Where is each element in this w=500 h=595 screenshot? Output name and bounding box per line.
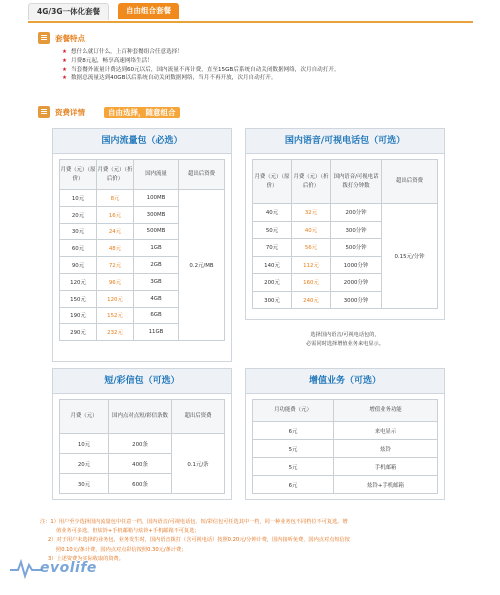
cell-price: 120元 [60, 273, 97, 290]
table-row [253, 476, 438, 494]
cell-discount-price: 40元 [292, 221, 331, 239]
cell-discount-price: 160元 [292, 274, 331, 292]
column-header: 超出后资费 [382, 160, 438, 204]
cell-quota: 500MB [134, 223, 179, 240]
evolife-watermark [10, 556, 98, 582]
column-header: 国内流量 [134, 160, 179, 190]
cell-price: 5元 [253, 440, 334, 458]
cell-price: 150元 [60, 290, 97, 307]
tariff-highlight: 自由选择，随意组合 [104, 107, 180, 118]
cell-price: 6元 [253, 422, 334, 440]
cell-price: 60元 [60, 240, 97, 257]
heartbeat-icon [10, 556, 42, 580]
footnotes [40, 518, 480, 564]
column-header: 国内语音/可视电话拨打分钟数 [331, 160, 382, 204]
voice-package-table [252, 159, 438, 309]
features-title: 套餐特点 [55, 33, 85, 43]
cell-price: 20元 [60, 454, 109, 474]
column-header: 超出后资费 [172, 400, 225, 434]
cell-quota: 100MB [134, 190, 179, 207]
cell-discount-price: 48元 [97, 240, 134, 257]
table-row [253, 422, 438, 440]
cell-minutes: 200分钟 [331, 204, 382, 222]
voice-package-title: 国内语音/可视电话包（可选） [246, 129, 444, 154]
watermark-text: evolife [40, 560, 97, 576]
cell-discount-price: 56元 [292, 239, 331, 257]
cell-discount-price: 112元 [292, 256, 331, 274]
cell-discount-price: 232元 [97, 324, 134, 341]
cell-discount-price: 120元 [97, 290, 134, 307]
cell-discount-price: 24元 [97, 223, 134, 240]
column-header: 月费（元）（原价） [253, 160, 292, 204]
table-row [60, 434, 225, 454]
voice-note-line: 选择国内语音/可视电话包的， [310, 332, 380, 338]
table-row [253, 204, 438, 222]
cell-quota: 1GB [134, 240, 179, 257]
sms-package-panel [52, 368, 232, 500]
cell-quota: 11GB [134, 324, 179, 341]
sms-package-table [59, 399, 225, 494]
cell-discount-price: 96元 [97, 273, 134, 290]
cell-minutes: 300分钟 [331, 221, 382, 239]
feature-item: ★ 数据总流量达到40GB以后系统自动关闭数据网络，当月不再开放，次月自动打开。 [62, 74, 482, 83]
cell-minutes: 2000分钟 [331, 274, 382, 292]
vas-package-panel [245, 368, 445, 500]
cell-count: 600条 [109, 474, 172, 494]
column-header: 增值业务功能 [334, 400, 438, 422]
column-header: 超出后资费 [179, 160, 225, 190]
cell-price: 10元 [60, 190, 97, 207]
cell-price: 200元 [253, 274, 292, 292]
features-list [62, 48, 482, 83]
cell-discount-price: 8元 [97, 190, 134, 207]
data-package-table [59, 159, 225, 341]
cell-price: 300元 [253, 291, 292, 309]
voice-note-line: 必需同时选择增值业务来电显示。 [306, 341, 384, 347]
cell-price: 140元 [253, 256, 292, 274]
data-package-panel [52, 128, 232, 362]
footnote-line: 照0.10元/条计费，国内点对点彩信按照0.30元/条计费； [56, 546, 187, 553]
cell-price: 290元 [60, 324, 97, 341]
feature-item: ★ 当套餐外流量计费达到60元以后，国内流量不再计费，直至15GB后系统自动关闭数据网络，次月自动打开。 [62, 66, 482, 75]
cell-discount-price: 240元 [292, 291, 331, 309]
feature-item: ★ 想什么就订什么，上百种套餐组合任意选择！ [62, 48, 482, 57]
data-package-title: 国内流量包（必选） [53, 129, 231, 154]
cell-quota: 2GB [134, 257, 179, 274]
cell-price: 190元 [60, 307, 97, 324]
table-row [253, 440, 438, 458]
cell-quota: 3GB [134, 273, 179, 290]
document-icon [38, 32, 50, 44]
column-header: 月费（元）（折后价） [292, 160, 331, 204]
column-header: 月功能费（元） [253, 400, 334, 422]
footnote-line: 值业务可多选，但炫铃+手机邮箱与炫铃+手机邮箱不可复选； [56, 528, 200, 535]
cell-discount-price: 16元 [97, 206, 134, 223]
table-row [60, 190, 225, 207]
column-header: 月费（元） [60, 400, 109, 434]
footnote-line: 注：1）用户至少选择国内流量包中任意一档，国内语音/可视电话包、短/彩信包可任选其中一档，同一种业务包不同档位不可复选。增 [40, 519, 348, 525]
cell-price: 30元 [60, 474, 109, 494]
cell-overage: 0.15元/分钟 [382, 204, 438, 309]
vas-package-table [252, 399, 438, 494]
tariff-title: 资费详情 [55, 107, 85, 117]
cell-overage: 0.2元/MB [179, 190, 225, 341]
feature-item: ★ 月费8元起，畅享高速网络生活！ [62, 57, 482, 66]
cell-price: 5元 [253, 458, 334, 476]
features-header [38, 31, 85, 45]
cell-quota: 6GB [134, 307, 179, 324]
footnote-line: 3）上述资费为实际收取的资费。 [48, 555, 124, 562]
cell-feature: 炫铃 [334, 440, 438, 458]
vas-package-title: 增值业务（可选） [246, 369, 444, 394]
cell-price: 10元 [60, 434, 109, 454]
cell-price: 20元 [60, 206, 97, 223]
cell-count: 200条 [109, 434, 172, 454]
cell-minutes: 1000分钟 [331, 256, 382, 274]
cell-count: 400条 [109, 454, 172, 474]
column-header: 月费（元）（原价） [60, 160, 97, 190]
footnote-line: 2）对于用户未选择的业务包，业务发生时，国内语音拨打（含可视电话）按照0.20元/分钟计费，国内接听免费，国内点对点短信按 [48, 537, 350, 544]
cell-price: 40元 [253, 204, 292, 222]
cell-price: 50元 [253, 221, 292, 239]
cell-quota: 4GB [134, 290, 179, 307]
cell-minutes: 500分钟 [331, 239, 382, 257]
column-header: 月费（元）（折后价） [97, 160, 134, 190]
cell-feature: 来电显示 [334, 422, 438, 440]
tariff-header [38, 105, 180, 119]
cell-price: 6元 [253, 476, 334, 494]
cell-discount-price: 152元 [97, 307, 134, 324]
tab-bar [28, 3, 473, 23]
document-icon [38, 106, 50, 118]
cell-feature: 手机邮箱 [334, 458, 438, 476]
cell-discount-price: 72元 [97, 257, 134, 274]
table-row [253, 458, 438, 476]
cell-price: 90元 [60, 257, 97, 274]
cell-quota: 300MB [134, 206, 179, 223]
cell-feature: 炫铃+手机邮箱 [334, 476, 438, 494]
cell-minutes: 3000分钟 [331, 291, 382, 309]
column-header: 国内点对点短/彩信条数 [109, 400, 172, 434]
tab-free-combo[interactable]: 自由组合套餐 [118, 3, 179, 19]
tab-4g3g-combo[interactable]: 4G/3G一体化套餐 [28, 3, 109, 20]
cell-price: 30元 [60, 223, 97, 240]
voice-note [280, 331, 410, 349]
cell-price: 70元 [253, 239, 292, 257]
voice-package-panel [245, 128, 445, 320]
cell-discount-price: 32元 [292, 204, 331, 222]
sms-package-title: 短/彩信包（可选） [53, 369, 231, 394]
cell-overage: 0.1元/条 [172, 434, 225, 494]
